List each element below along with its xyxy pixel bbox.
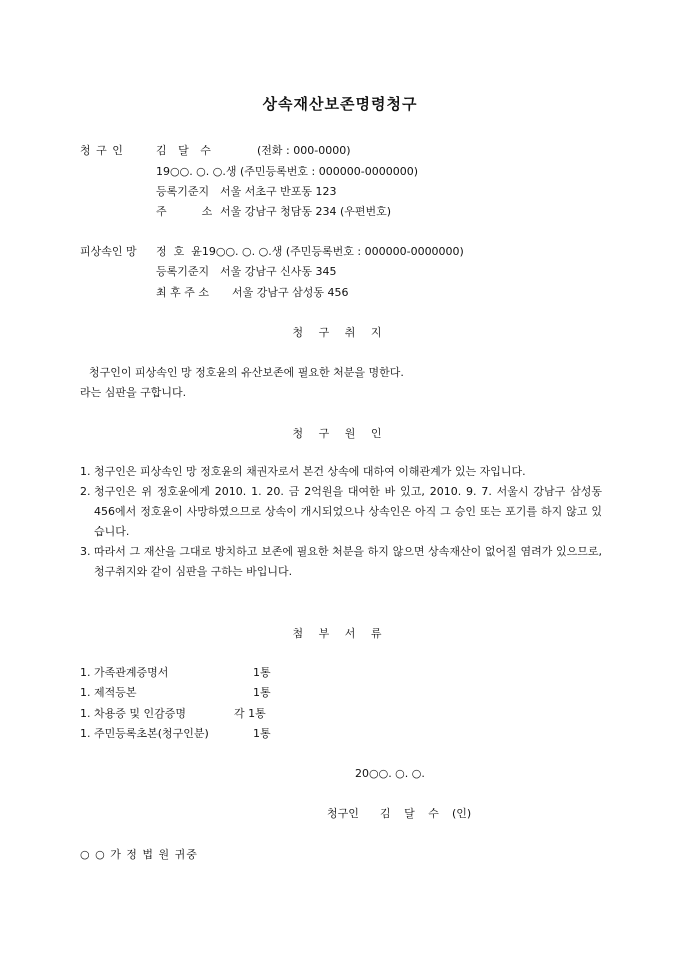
claimant-label: 청 구 인	[80, 144, 124, 157]
cause-item	[80, 482, 602, 542]
claimant-registry-label: 등록기준지	[156, 185, 210, 198]
cause-item-number: 3.	[80, 545, 91, 558]
decedent-registry-label: 등록기준지	[156, 265, 210, 278]
signature-name: 김 달 수	[380, 807, 439, 820]
decedent-label: 피상속인 망	[80, 245, 137, 258]
cause-item	[80, 462, 602, 482]
document-date: 20○○. ○. ○.	[355, 767, 425, 780]
attachment-number: 1.	[80, 727, 91, 740]
signature-seal: (인)	[452, 807, 472, 820]
attachment-name: 제적등본	[94, 686, 137, 699]
claimant-address-label: 주 소	[156, 205, 213, 218]
claimant-name: 김 달 수	[156, 144, 211, 157]
attachment-name: 주민등록초본(청구인분)	[94, 727, 209, 740]
cause-item-text: 청구인은 피상속인 망 정호윤의 채권자로서 본건 상속에 대하여 이해관계가 있는 자입니다.	[94, 465, 526, 478]
decedent-last-address-label: 최 후 주 소	[156, 286, 209, 299]
cause-item-number: 2.	[80, 485, 91, 498]
claimant-birth: 19○○. ○. ○.생 (주민등록번호 : 000000-0000000)	[156, 165, 418, 178]
attachment-name: 차용증 및 인감증명	[94, 707, 187, 720]
attachments-heading: 첨 부 서 류	[292, 627, 388, 640]
purpose-line-2: 라는 심판을 구합니다.	[80, 386, 187, 399]
claimant-phone: (전화 : 000-0000)	[257, 144, 351, 157]
cause-heading: 청 구 원 인	[292, 427, 388, 440]
attachment-qty: 1통	[253, 727, 271, 740]
document-title: 상속재산보존명령청구	[262, 95, 418, 113]
cause-list	[80, 462, 602, 582]
attachment-number: 1.	[80, 666, 91, 679]
cause-item-text: 따라서 그 재산을 그대로 방치하고 보존에 필요한 처분을 하지 않으면 상속재산이 없어질 염려가 있으므로, 청구취지와 같이 심판을 구하는 바입니다.	[94, 545, 602, 578]
purpose-heading: 청 구 취 지	[292, 326, 388, 339]
cause-item	[80, 542, 602, 582]
signature-label: 청구인	[327, 807, 359, 820]
cause-item-text: 청구인은 위 정호윤에게 2010. 1. 20. 금 2억원을 대여한 바 있고, 2010. 9. 7. 서울시 강남구 삼성동 456에서 정호윤이 사망하였으므로 상속이 개시되었으나 상속인은 아직 그 승인 또는 포기를 하지 않고 있습니다.	[94, 485, 602, 538]
attachment-qty: 1통	[253, 666, 271, 679]
claimant-registry-value: 서울 서초구 반포동 123	[220, 185, 337, 198]
attachment-name: 가족관계증명서	[94, 666, 169, 679]
purpose-line-1: 청구인이 피상속인 망 정호윤의 유산보존에 필요한 처분을 명한다.	[89, 366, 404, 379]
attachment-qty: 각 1통	[234, 707, 266, 720]
attachment-number: 1.	[80, 707, 91, 720]
court-addressee: ○ ○ 가 정 법 원 귀중	[80, 848, 198, 861]
claimant-address-value: 서울 강남구 청담동 234 (우편번호)	[220, 205, 392, 218]
decedent-registry-value: 서울 강남구 신사동 345	[220, 265, 337, 278]
attachment-qty: 1통	[253, 686, 271, 699]
decedent-last-address-value: 서울 강남구 삼성동 456	[232, 286, 349, 299]
attachment-number: 1.	[80, 686, 91, 699]
cause-item-number: 1.	[80, 465, 91, 478]
decedent-name-birth: 정 호 윤19○○. ○. ○.생 (주민등록번호 : 000000-0000000)	[156, 245, 464, 258]
